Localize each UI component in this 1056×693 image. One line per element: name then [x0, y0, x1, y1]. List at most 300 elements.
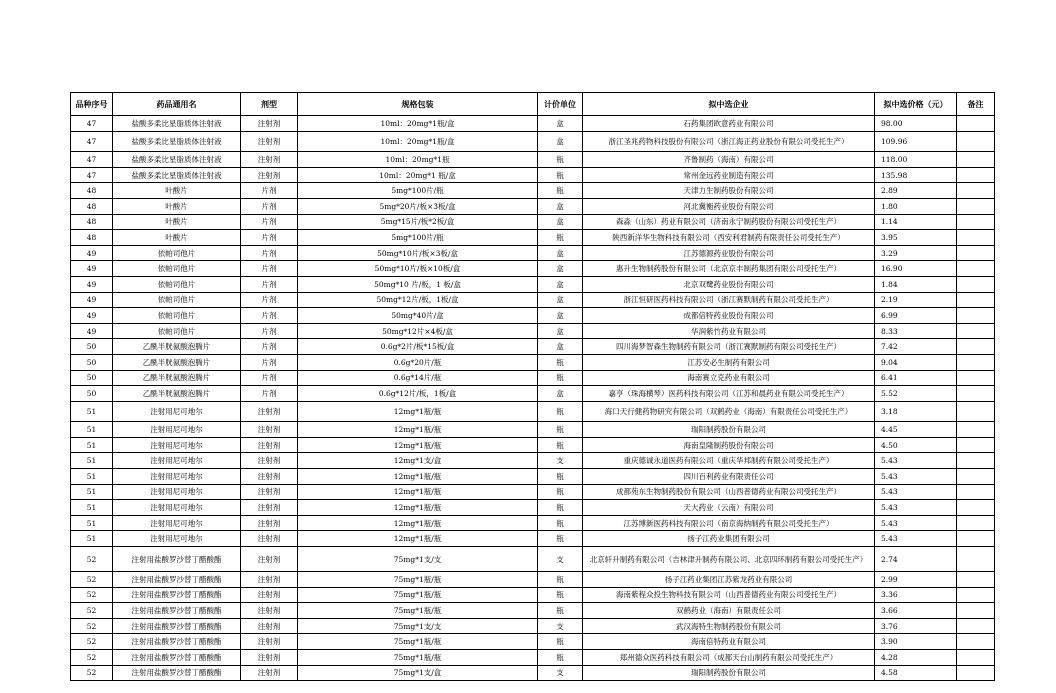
cell-spec: 50mg*10 片/板，1 板/盒: [298, 276, 538, 292]
table-row: [71, 469, 995, 485]
cell-price: 16.90: [875, 261, 957, 277]
table-body: [71, 116, 995, 681]
cell-dosage-form: 注射剂: [241, 116, 298, 132]
cell-company: 成都倍特药业股份有限公司: [583, 308, 875, 324]
cell-company: 浙江圣兆药物科技股份有限公司（浙江海正药业股份有限公司受托生产）: [583, 131, 875, 152]
cell-seq: 51: [71, 469, 113, 485]
cell-spec: 75mg*1支/盒: [298, 665, 538, 681]
cell-spec: 10ml：20mg*1瓶/盒: [298, 131, 538, 152]
cell-remark: [957, 292, 995, 308]
cell-unit: 支: [538, 665, 583, 681]
cell-price: 3.66: [875, 603, 957, 619]
cell-seq: 51: [71, 500, 113, 516]
cell-dosage-form: 片剂: [241, 354, 298, 370]
table-row: [71, 198, 995, 214]
cell-price: 9.04: [875, 354, 957, 370]
cell-company: 天大药业（云南）有限公司: [583, 500, 875, 516]
cell-spec: 10ml：20mg*1瓶/盒: [298, 116, 538, 132]
cell-price: 1.80: [875, 198, 957, 214]
cell-unit: 盒: [538, 386, 583, 402]
cell-seq: 50: [71, 339, 113, 355]
table-row: [71, 587, 995, 603]
cell-dosage-form: 片剂: [241, 245, 298, 261]
cell-remark: [957, 354, 995, 370]
cell-unit: 瓶: [538, 401, 583, 422]
cell-unit: 盒: [538, 292, 583, 308]
cell-drug-name: 注射用盐酸罗沙替丁醋酸酯: [113, 547, 241, 572]
cell-seq: 51: [71, 401, 113, 422]
cell-drug-name: 叶酸片: [113, 230, 241, 246]
cell-drug-name: 注射用尼可地尔: [113, 453, 241, 469]
table-row: [71, 245, 995, 261]
cell-seq: 49: [71, 292, 113, 308]
table-row: [71, 323, 995, 339]
cell-company: 嘉亨（珠海横琴）医药科技有限公司（江苏和晨药业有限公司受托生产）: [583, 386, 875, 402]
table-row: [71, 437, 995, 453]
cell-company: 华润紫竹药业有限公司: [583, 323, 875, 339]
cell-spec: 5mg*20片/板×3板/盒: [298, 198, 538, 214]
cell-drug-name: 依帕司他片: [113, 308, 241, 324]
cell-dosage-form: 片剂: [241, 308, 298, 324]
cell-unit: 瓶: [538, 650, 583, 666]
cell-remark: [957, 261, 995, 277]
cell-seq: 47: [71, 116, 113, 132]
col-header-remark: 备注: [957, 93, 995, 116]
cell-company: 海口天行健药物研究有限公司（双鹤药业（海南）有限责任公司受托生产）: [583, 401, 875, 422]
cell-unit: 盒: [538, 214, 583, 230]
cell-price: 3.95: [875, 230, 957, 246]
table-row: [71, 634, 995, 650]
cell-seq: 51: [71, 453, 113, 469]
cell-drug-name: 乙酰半胱氨酸泡腾片: [113, 339, 241, 355]
cell-remark: [957, 308, 995, 324]
cell-unit: 瓶: [538, 370, 583, 386]
cell-drug-name: 注射用尼可地尔: [113, 515, 241, 531]
cell-drug-name: 叶酸片: [113, 214, 241, 230]
table-row: [71, 650, 995, 666]
cell-spec: 75mg*1瓶/瓶: [298, 603, 538, 619]
table-row: [71, 500, 995, 516]
cell-drug-name: 叶酸片: [113, 183, 241, 199]
cell-spec: 12mg*1瓶/瓶: [298, 515, 538, 531]
cell-unit: 盒: [538, 245, 583, 261]
cell-spec: 50mg*12片/板，1板/盒: [298, 292, 538, 308]
cell-dosage-form: 片剂: [241, 276, 298, 292]
cell-company: 河北冀衡药业股份有限公司: [583, 198, 875, 214]
cell-remark: [957, 152, 995, 168]
cell-seq: 50: [71, 354, 113, 370]
cell-dosage-form: 片剂: [241, 292, 298, 308]
cell-dosage-form: 注射剂: [241, 500, 298, 516]
table-row: [71, 453, 995, 469]
cell-spec: 50mg*12片×4板/盒: [298, 323, 538, 339]
cell-spec: 5mg*100片/瓶: [298, 230, 538, 246]
cell-spec: 10ml：20mg*1 瓶/盒: [298, 167, 538, 183]
table-row: [71, 116, 995, 132]
cell-dosage-form: 片剂: [241, 214, 298, 230]
cell-drug-name: 盐酸多柔比星脂质体注射液: [113, 116, 241, 132]
cell-unit: 盒: [538, 198, 583, 214]
cell-company: 北京双鹭药业股份有限公司: [583, 276, 875, 292]
cell-unit: 瓶: [538, 484, 583, 500]
cell-spec: 0.6g*20片/瓶: [298, 354, 538, 370]
cell-company: 陕西新洋华生物科技有限公司（西安利君制药有限责任公司受托生产）: [583, 230, 875, 246]
cell-company: 森淼（山东）药业有限公司（济南永宁制药股份有限公司受托生产）: [583, 214, 875, 230]
cell-price: 118.00: [875, 152, 957, 168]
cell-unit: 瓶: [538, 354, 583, 370]
col-header-unit: 计价单位: [538, 93, 583, 116]
table-row: [71, 276, 995, 292]
cell-remark: [957, 531, 995, 547]
cell-remark: [957, 469, 995, 485]
cell-drug-name: 注射用尼可地尔: [113, 437, 241, 453]
cell-drug-name: 依帕司他片: [113, 276, 241, 292]
cell-spec: 12mg*1瓶/瓶: [298, 401, 538, 422]
cell-drug-name: 注射用尼可地尔: [113, 531, 241, 547]
table-row: [71, 370, 995, 386]
cell-seq: 52: [71, 572, 113, 588]
cell-seq: 50: [71, 386, 113, 402]
cell-remark: [957, 276, 995, 292]
cell-seq: 52: [71, 547, 113, 572]
col-header-price: 拟中选价格（元）: [875, 93, 957, 116]
cell-unit: 瓶: [538, 500, 583, 516]
cell-remark: [957, 650, 995, 666]
cell-seq: 50: [71, 370, 113, 386]
cell-spec: 0.6g*2片/板*15板/盒: [298, 339, 538, 355]
cell-remark: [957, 386, 995, 402]
cell-price: 2.19: [875, 292, 957, 308]
cell-spec: 12mg*1瓶/瓶: [298, 484, 538, 500]
table-row: [71, 547, 995, 572]
cell-remark: [957, 618, 995, 634]
cell-dosage-form: 注射剂: [241, 469, 298, 485]
cell-remark: [957, 323, 995, 339]
table-row: [71, 422, 995, 438]
cell-company: 成都苑东生物制药股份有限公司（山西普德药业有限公司受托生产）: [583, 484, 875, 500]
cell-price: 5.43: [875, 453, 957, 469]
cell-dosage-form: 注射剂: [241, 453, 298, 469]
cell-dosage-form: 注射剂: [241, 437, 298, 453]
table-row: [71, 354, 995, 370]
cell-drug-name: 乙酰半胱氨酸泡腾片: [113, 370, 241, 386]
cell-unit: 瓶: [538, 167, 583, 183]
cell-unit: 瓶: [538, 437, 583, 453]
col-header-company: 拟中选企业: [583, 93, 875, 116]
cell-seq: 47: [71, 167, 113, 183]
cell-drug-name: 依帕司他片: [113, 323, 241, 339]
cell-spec: 75mg*1支/支: [298, 618, 538, 634]
cell-drug-name: 注射用尼可地尔: [113, 469, 241, 485]
cell-unit: 瓶: [538, 603, 583, 619]
table-row: [71, 292, 995, 308]
cell-price: 5.43: [875, 484, 957, 500]
cell-company: 江苏德源药业股份有限公司: [583, 245, 875, 261]
cell-price: 2.99: [875, 572, 957, 588]
cell-seq: 51: [71, 422, 113, 438]
cell-unit: 瓶: [538, 634, 583, 650]
cell-price: 4.50: [875, 437, 957, 453]
cell-dosage-form: 注射剂: [241, 665, 298, 681]
cell-dosage-form: 注射剂: [241, 634, 298, 650]
cell-dosage-form: 片剂: [241, 323, 298, 339]
cell-remark: [957, 453, 995, 469]
table-row: [71, 572, 995, 588]
cell-unit: 瓶: [538, 587, 583, 603]
cell-spec: 75mg*1瓶/瓶: [298, 587, 538, 603]
cell-remark: [957, 230, 995, 246]
cell-unit: 盒: [538, 116, 583, 132]
cell-dosage-form: 注射剂: [241, 131, 298, 152]
cell-spec: 50mg*40片/盒: [298, 308, 538, 324]
cell-unit: 盒: [538, 339, 583, 355]
cell-seq: 52: [71, 665, 113, 681]
cell-seq: 47: [71, 152, 113, 168]
cell-price: 109.96: [875, 131, 957, 152]
cell-unit: 盒: [538, 276, 583, 292]
cell-company: 石药集团欧意药业有限公司: [583, 116, 875, 132]
table-row: [71, 308, 995, 324]
cell-price: 5.43: [875, 515, 957, 531]
cell-drug-name: 盐酸多柔比星脂质体注射液: [113, 152, 241, 168]
cell-dosage-form: 注射剂: [241, 422, 298, 438]
cell-drug-name: 注射用盐酸罗沙替丁醋酸酯: [113, 618, 241, 634]
cell-spec: 0.6g*14片/瓶: [298, 370, 538, 386]
col-header-spec: 规格包装: [298, 93, 538, 116]
cell-seq: 49: [71, 261, 113, 277]
cell-price: 1.14: [875, 214, 957, 230]
cell-seq: 52: [71, 618, 113, 634]
cell-company: 海南皇隆制药股份有限公司: [583, 437, 875, 453]
cell-dosage-form: 注射剂: [241, 401, 298, 422]
cell-dosage-form: 注射剂: [241, 618, 298, 634]
table-row: [71, 665, 995, 681]
cell-drug-name: 依帕司他片: [113, 261, 241, 277]
cell-drug-name: 注射用尼可地尔: [113, 500, 241, 516]
cell-seq: 52: [71, 587, 113, 603]
cell-company: 齐鲁制药（海南）有限公司: [583, 152, 875, 168]
cell-company: 北京轩升制药有限公司（吉林津升制药有限公司、北京四环制药有限公司受托生产）: [583, 547, 875, 572]
cell-unit: 瓶: [538, 230, 583, 246]
cell-company: 江苏博新医药科技有限公司（南京海纳制药有限公司受托生产）: [583, 515, 875, 531]
cell-spec: 75mg*1瓶/瓶: [298, 634, 538, 650]
cell-company: 扬子江药业集团江苏紫龙药业有限公司: [583, 572, 875, 588]
cell-remark: [957, 116, 995, 132]
cell-spec: 75mg*1瓶/瓶: [298, 572, 538, 588]
cell-dosage-form: 片剂: [241, 370, 298, 386]
table-row: [71, 183, 995, 199]
cell-dosage-form: 片剂: [241, 198, 298, 214]
cell-seq: 51: [71, 531, 113, 547]
cell-seq: 49: [71, 245, 113, 261]
cell-seq: 49: [71, 323, 113, 339]
cell-drug-name: 注射用盐酸罗沙替丁醋酸酯: [113, 587, 241, 603]
cell-remark: [957, 515, 995, 531]
cell-unit: 瓶: [538, 469, 583, 485]
cell-seq: 48: [71, 198, 113, 214]
cell-price: 2.74: [875, 547, 957, 572]
cell-remark: [957, 572, 995, 588]
cell-dosage-form: 注射剂: [241, 587, 298, 603]
cell-dosage-form: 注射剂: [241, 547, 298, 572]
cell-price: 5.43: [875, 500, 957, 516]
cell-company: 浙江恒研医药科技有限公司（浙江赛默制药有限公司受托生产）: [583, 292, 875, 308]
cell-seq: 49: [71, 276, 113, 292]
cell-price: 4.58: [875, 665, 957, 681]
cell-remark: [957, 370, 995, 386]
cell-drug-name: 注射用盐酸罗沙替丁醋酸酯: [113, 634, 241, 650]
cell-drug-name: 注射用盐酸罗沙替丁醋酸酯: [113, 665, 241, 681]
cell-unit: 支: [538, 618, 583, 634]
cell-price: 3.76: [875, 618, 957, 634]
cell-remark: [957, 484, 995, 500]
cell-company: 天津力生制药股份有限公司: [583, 183, 875, 199]
cell-drug-name: 依帕司他片: [113, 245, 241, 261]
cell-drug-name: 依帕司他片: [113, 292, 241, 308]
cell-dosage-form: 注射剂: [241, 572, 298, 588]
cell-company: 扬子江药业集团有限公司: [583, 531, 875, 547]
cell-company: 重庆德诚永道医药有限公司（重庆华邦制药有限公司受托生产）: [583, 453, 875, 469]
cell-seq: 52: [71, 650, 113, 666]
cell-spec: 75mg*1支/支: [298, 547, 538, 572]
cell-dosage-form: 注射剂: [241, 484, 298, 500]
cell-company: 四川百利药业有限责任公司: [583, 469, 875, 485]
cell-price: 4.45: [875, 422, 957, 438]
table-row: [71, 531, 995, 547]
cell-price: 2.89: [875, 183, 957, 199]
cell-company: 瑞阳制药股份有限公司: [583, 422, 875, 438]
cell-unit: 瓶: [538, 183, 583, 199]
cell-remark: [957, 500, 995, 516]
cell-company: 惠升生物制药股份有限公司（北京京丰制药集团有限公司受托生产）: [583, 261, 875, 277]
cell-drug-name: 叶酸片: [113, 198, 241, 214]
cell-spec: 12mg*1支/盒: [298, 453, 538, 469]
cell-unit: 瓶: [538, 422, 583, 438]
cell-spec: 12mg*1瓶/瓶: [298, 437, 538, 453]
cell-company: 常州金远药业制造有限公司: [583, 167, 875, 183]
cell-drug-name: 注射用尼可地尔: [113, 401, 241, 422]
cell-price: 135.98: [875, 167, 957, 183]
cell-spec: 10ml：20mg*1瓶: [298, 152, 538, 168]
cell-price: 3.18: [875, 401, 957, 422]
table-row: [71, 618, 995, 634]
price-table-sheet: [70, 92, 994, 681]
table-row: [71, 339, 995, 355]
cell-price: 5.52: [875, 386, 957, 402]
cell-seq: 48: [71, 183, 113, 199]
cell-dosage-form: 片剂: [241, 261, 298, 277]
cell-unit: 瓶: [538, 531, 583, 547]
cell-spec: 12mg*1瓶/瓶: [298, 500, 538, 516]
cell-drug-name: 盐酸多柔比星脂质体注射液: [113, 167, 241, 183]
cell-seq: 48: [71, 230, 113, 246]
cell-dosage-form: 片剂: [241, 386, 298, 402]
cell-price: 98.00: [875, 116, 957, 132]
cell-remark: [957, 245, 995, 261]
cell-unit: 瓶: [538, 515, 583, 531]
cell-seq: 51: [71, 484, 113, 500]
cell-dosage-form: 注射剂: [241, 152, 298, 168]
cell-company: 海南紫程众投生物科技有限公司（山西普德药业有限公司受托生产）: [583, 587, 875, 603]
table-row: [71, 386, 995, 402]
table-row: [71, 167, 995, 183]
cell-remark: [957, 587, 995, 603]
cell-seq: 51: [71, 515, 113, 531]
cell-drug-name: 注射用盐酸罗沙替丁醋酸酯: [113, 572, 241, 588]
cell-company: 武汉海特生物制药股份有限公司: [583, 618, 875, 634]
cell-unit: 盒: [538, 323, 583, 339]
cell-remark: [957, 167, 995, 183]
cell-remark: [957, 401, 995, 422]
cell-price: 5.43: [875, 469, 957, 485]
col-header-drug-name: 药品通用名: [113, 93, 241, 116]
cell-drug-name: 盐酸多柔比星脂质体注射液: [113, 131, 241, 152]
table-row: [71, 603, 995, 619]
cell-spec: 12mg*1瓶/瓶: [298, 422, 538, 438]
cell-dosage-form: 片剂: [241, 183, 298, 199]
cell-seq: 51: [71, 437, 113, 453]
cell-remark: [957, 437, 995, 453]
cell-remark: [957, 131, 995, 152]
cell-spec: 12mg*1瓶/瓶: [298, 469, 538, 485]
cell-unit: 盒: [538, 308, 583, 324]
table-row: [71, 214, 995, 230]
cell-company: 四川海梦智森生物制药有限公司（浙江赛默制药有限公司受托生产）: [583, 339, 875, 355]
cell-seq: 47: [71, 131, 113, 152]
cell-drug-name: 注射用尼可地尔: [113, 422, 241, 438]
cell-company: 海南倍特药业有限公司: [583, 634, 875, 650]
cell-spec: 0.6g*12片/板，1板/盒: [298, 386, 538, 402]
cell-dosage-form: 注射剂: [241, 515, 298, 531]
cell-seq: 48: [71, 214, 113, 230]
col-header-seq: 品种序号: [71, 93, 113, 116]
cell-price: 4.28: [875, 650, 957, 666]
cell-dosage-form: 片剂: [241, 230, 298, 246]
cell-remark: [957, 665, 995, 681]
cell-dosage-form: 注射剂: [241, 650, 298, 666]
table-row: [71, 230, 995, 246]
cell-seq: 49: [71, 308, 113, 324]
col-header-dosage-form: 剂型: [241, 93, 298, 116]
cell-spec: 75mg*1瓶/瓶: [298, 650, 538, 666]
cell-drug-name: 乙酰半胱氨酸泡腾片: [113, 354, 241, 370]
cell-dosage-form: 注射剂: [241, 167, 298, 183]
cell-unit: 支: [538, 547, 583, 572]
cell-price: 7.42: [875, 339, 957, 355]
cell-unit: 盒: [538, 131, 583, 152]
cell-price: 3.29: [875, 245, 957, 261]
cell-price: 3.36: [875, 587, 957, 603]
cell-price: 6.41: [875, 370, 957, 386]
cell-spec: 12mg*1瓶/瓶: [298, 531, 538, 547]
price-table: [70, 92, 995, 681]
cell-price: 8.33: [875, 323, 957, 339]
cell-company: 郑州德众医药科技有限公司（成都天台山制药有限公司受托生产）: [583, 650, 875, 666]
cell-company: 海南赛立克药业有限公司: [583, 370, 875, 386]
table-row: [71, 152, 995, 168]
cell-seq: 52: [71, 603, 113, 619]
cell-price: 3.90: [875, 634, 957, 650]
cell-unit: 瓶: [538, 572, 583, 588]
cell-remark: [957, 214, 995, 230]
cell-unit: 瓶: [538, 152, 583, 168]
cell-dosage-form: 注射剂: [241, 603, 298, 619]
cell-drug-name: 注射用盐酸罗沙替丁醋酸酯: [113, 650, 241, 666]
cell-dosage-form: 片剂: [241, 339, 298, 355]
table-row: [71, 401, 995, 422]
cell-drug-name: 注射用盐酸罗沙替丁醋酸酯: [113, 603, 241, 619]
cell-remark: [957, 634, 995, 650]
